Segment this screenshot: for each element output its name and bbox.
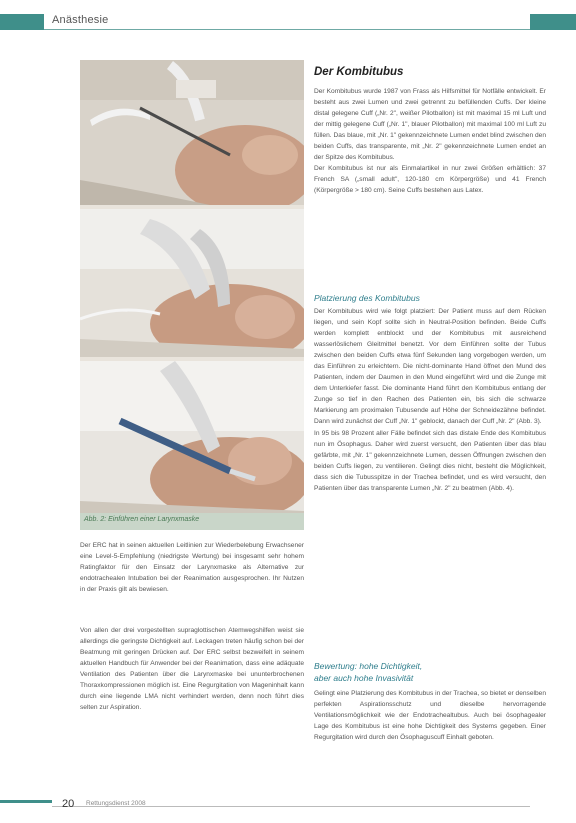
subheading-placement: Platzierung des Kombitubus	[314, 293, 420, 303]
placement-text	[314, 306, 546, 494]
figure-caption-band	[80, 513, 304, 530]
paragraph: Von allen der drei vorgestellten supraglottischen Atemwegshilfen weist sie allerdings die geringste Dichtigkeit auf. Leckagen treten häufig schon bei der Beatmung mit geringen Drücken auf. Der ERC selbst bezweifelt in seinem aktuellen Handbuch für Anwender bei der Reanimation, dass eine adäquate Ventilation des Patienten über die Larynxmaske bei ununterbrochenen Thoraxkompressionen möglich ist. Eine Regurgitation von Mageninhalt kann durch eine liegende LMA nicht verhindert werden, denn noch führt dies selten zur Aspiration.	[80, 627, 304, 712]
paragraph: Der ERC hat in seinen aktuellen Leitlinien zur Wiederbelebung Erwachsener eine Level-5-Empfehlung (niedrigste Wertung) bei insgesamt sehr hohem Ratingfaktor für den Einsatz der Larynxmaske als Alternative zur endotrachealen Intubation bei der Reanimation ausgesprochen. Ihr Nutzen in der Praxis gilt als bewiesen.	[80, 542, 304, 594]
evaluation-text	[314, 688, 546, 743]
header-accent-bar-right	[530, 14, 576, 30]
article-heading: Der Kombitubus	[314, 66, 404, 78]
paragraph: Der Kombitubus wurde 1987 von Frass als Hilfsmittel für Notfälle entwickelt. Er besteht aus zwei Lumen und zwei getrennt zu befüllenden Cuffs. Der kleine distal gelegene Cuff („Nr. 2", weißer Pilotballon) ist mit maximal 15 ml Luft und der mittig gelegene Cuff („Nr. 1", blauer Pilotballon) mit maximal 100 ml Luft zu füllen. Das blaue, mit „Nr. 1" gekennzeichnete Lumen endet blind zwischen den beiden Cuffs, das transparente, mit „Nr. 2" gekennzeichnete Lumen endet an der Spitze des Kombitubus.	[314, 88, 546, 162]
footer-accent-bar	[0, 800, 52, 803]
intro-text	[314, 86, 546, 196]
publication-name: Rettungsdienst 2008	[86, 800, 146, 807]
section-title: Anästhesie	[52, 14, 109, 26]
left-text-1	[80, 540, 304, 595]
photo-intubation-step-3	[80, 361, 304, 530]
header-rule	[44, 29, 530, 30]
photo-intubation-step-1	[80, 60, 304, 205]
left-text-2	[80, 625, 304, 713]
figure-photos	[80, 60, 304, 530]
photo-intubation-step-2	[80, 209, 304, 357]
page-number: 20	[62, 798, 75, 810]
subheading-line: aber auch hohe Invasivität	[314, 673, 414, 683]
header-accent-bar-left	[0, 14, 44, 30]
paragraph: Gelingt eine Platzierung des Kombitubus in der Trachea, so bietet er denselben perfekten Aspirationsschutz und dieselbe hervorragende Ventilationsmöglichkeit wie der Endotrachealtubus. Auch bei ösophagealer Lage des Kombitubus ist eine hohe Dichtigkeit des Systems gegeben. Einer Regurgitation wird durch den Ösophaguscuff Einhalt geboten.	[314, 690, 546, 742]
subheading-evaluation	[314, 660, 422, 684]
paragraph: Der Kombitubus wird wie folgt platziert: Der Patient muss auf dem Rücken liegen, und sein Kopf sollte sich in Neutral-Position befinden. Beide Cuffs werden komplett entblockt und der Kombitubus mit ausreichend wasserlöslichem Gleitmittel benetzt. Vor dem Einführen sollte der Tubus zwischen den beiden Cuffs etwa fünf Sekunden lang vorgebogen werden, um das Einführen zu erleichtern. Die nicht-dominante Hand öffnet den Mund des Patienten, indem der Daumen in den Mund eingeführt wird und die Zunge mit dem Unterkiefer fasst. Die dominante Hand führt den Kombitubus entlang der Zunge so tief in den Rachen des Patienten ein, bis sich die schwarze Markierung am proximalen Tubusende auf Höhe der Schneidezähne befindet. Dann wird zunächst der Cuff „Nr. 1" geblockt, danach der Cuff „Nr. 2" (Abb. 3).	[314, 308, 546, 426]
subheading-line: Bewertung: hohe Dichtigkeit,	[314, 661, 423, 671]
figure-caption: Abb. 2: Einführen einer Larynxmaske	[84, 516, 200, 523]
paragraph: Der Kombitubus ist nur als Einmalartikel in nur zwei Größen erhältlich: 37 French SA („small adult", 120-180 cm Körpergröße) und 41 French (Körpergröße > 180 cm). Seine Cuffs bestehen aus Latex.	[314, 165, 546, 195]
paragraph: In 95 bis 98 Prozent aller Fälle befindet sich das distale Ende des Kombitubus nun im Ösophagus. Daher wird zuerst versucht, den Patienten über das blau gefärbte, mit „Nr. 1" gekennzeichnete Lumen, dessen Öffnungen zwischen den beiden Cuffs liegen, zu ventilieren. Gelingt dies nicht, besteht die Möglichkeit, dass sich die Tubusspitze in der Trachea befindet, und es wird versucht, den Patienten über das transparente Lumen „Nr. 2" zu beatmen (Abb. 4).	[314, 429, 546, 492]
